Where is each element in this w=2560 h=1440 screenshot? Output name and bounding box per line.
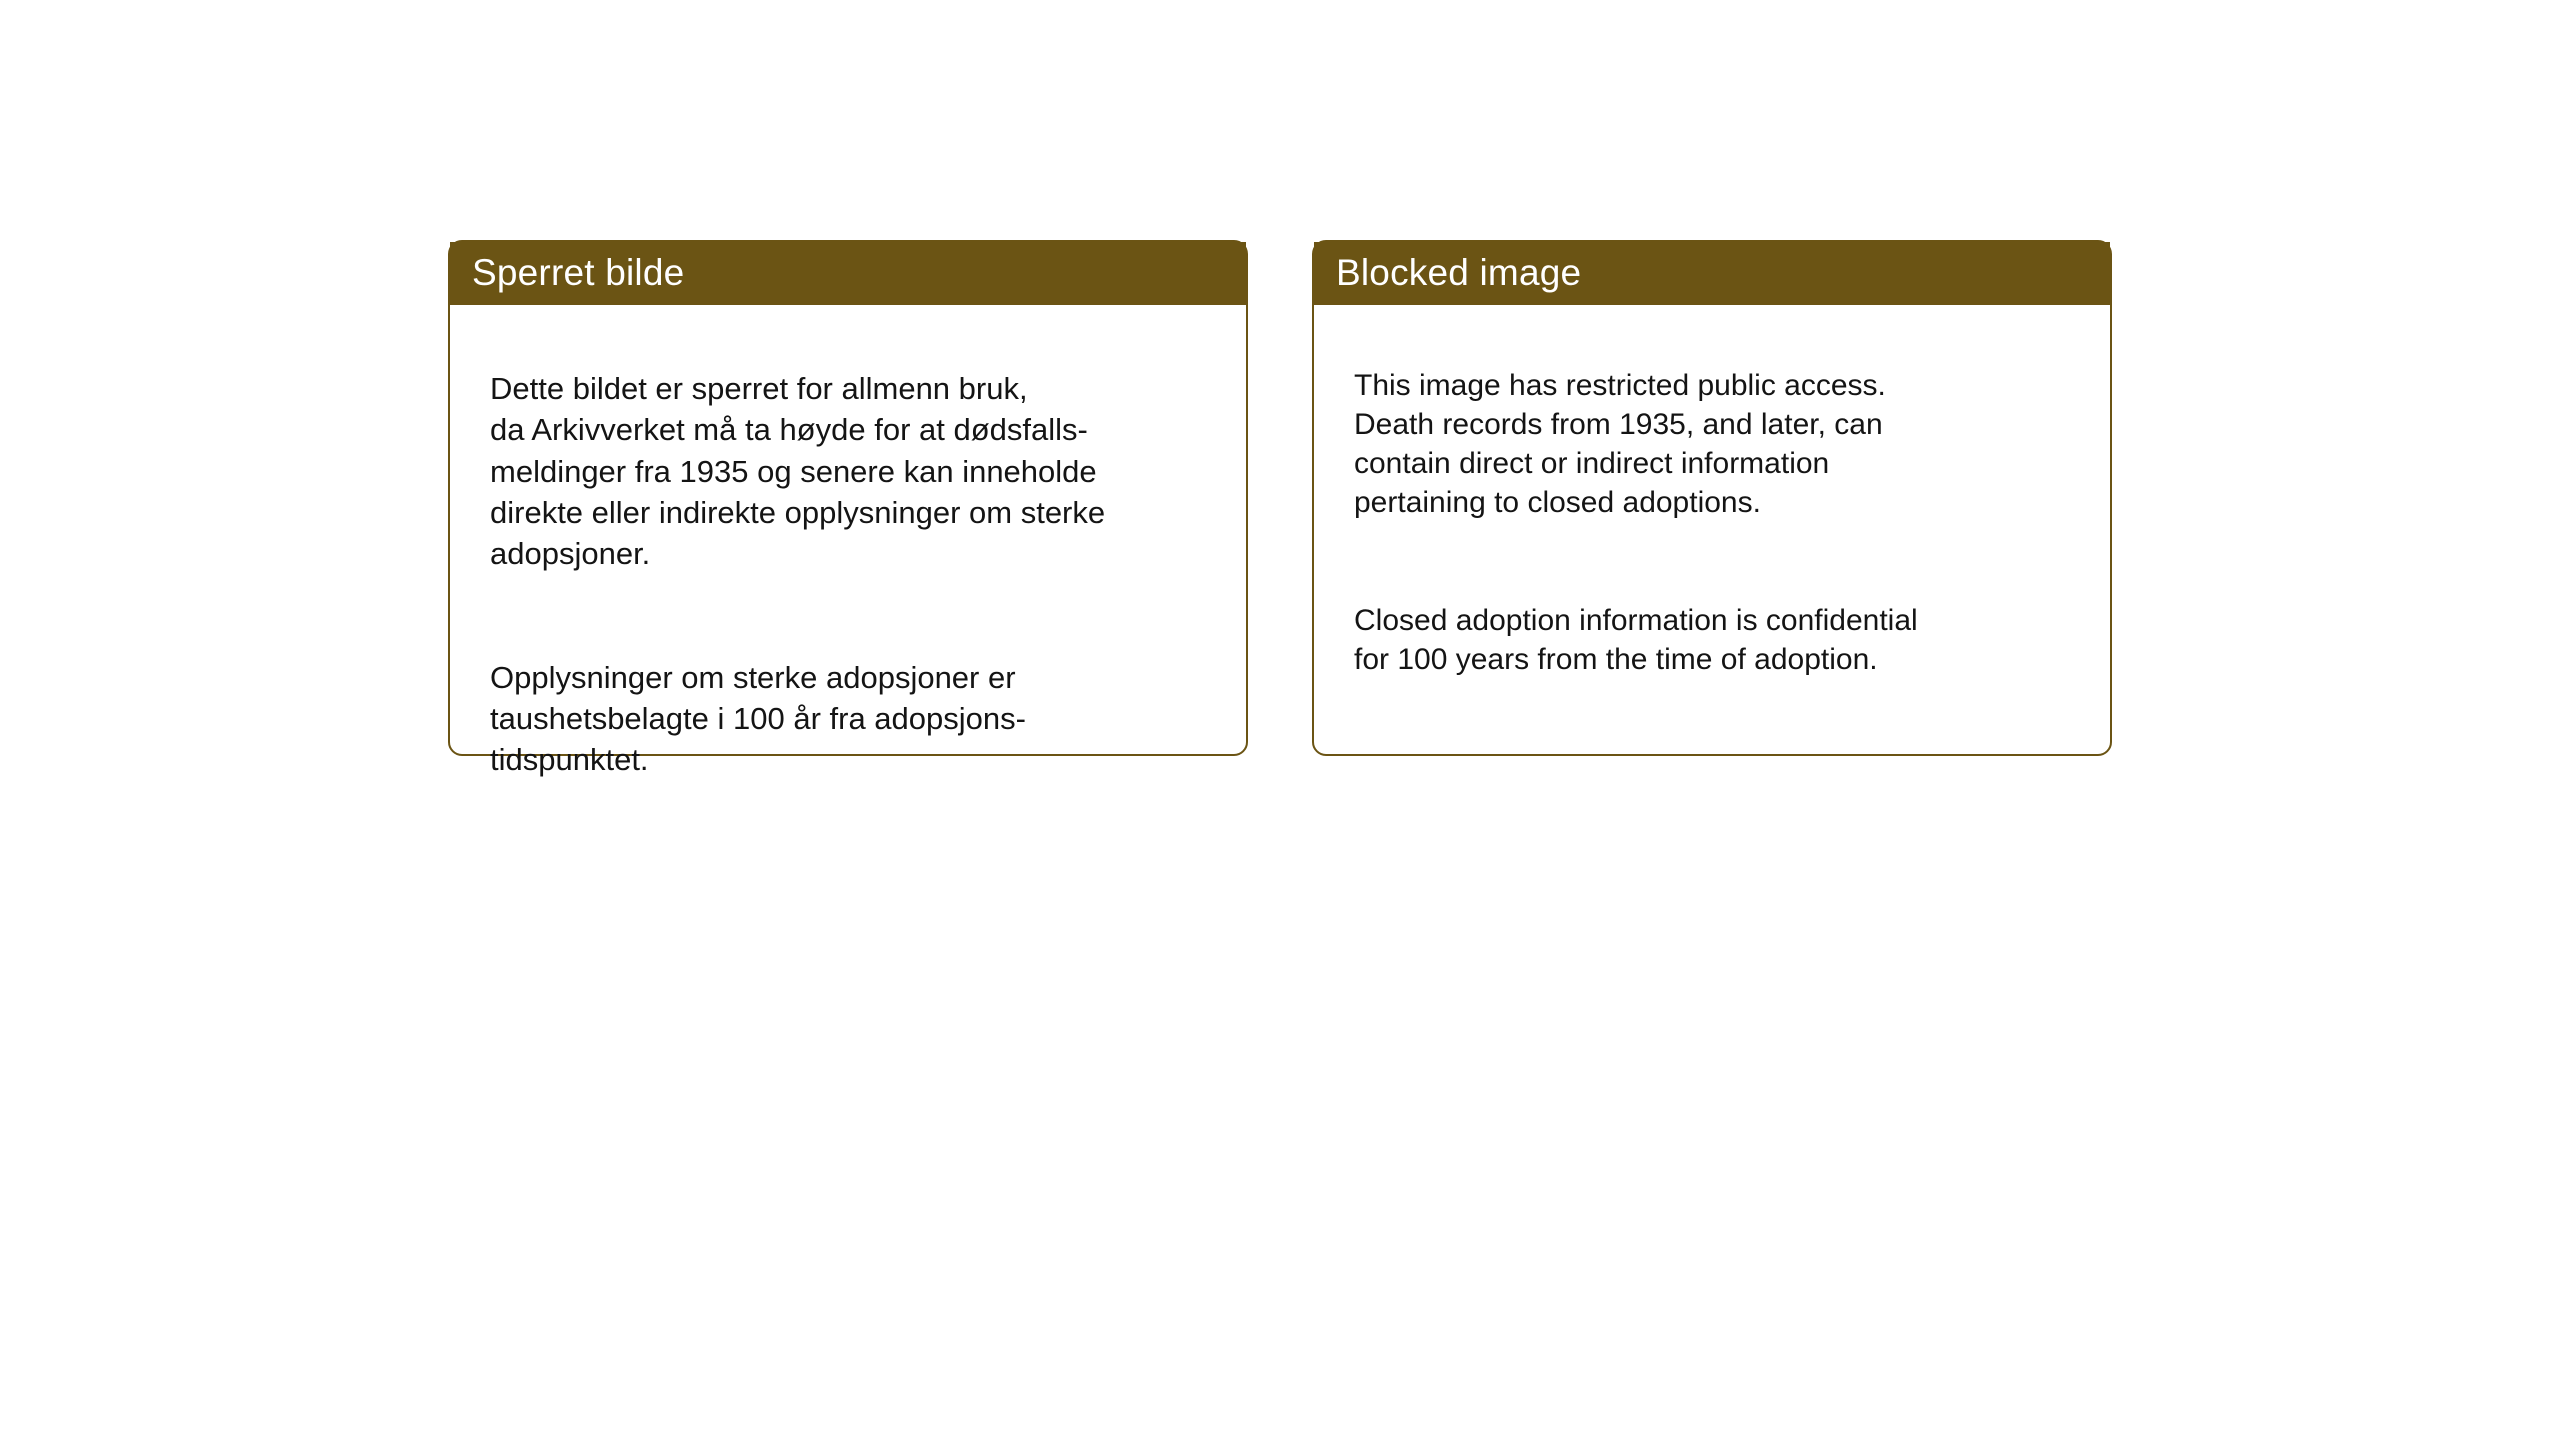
- panel-body-norwegian: [450, 305, 1246, 842]
- notice-paragraph: Opplysninger om sterke adopsjoner er taushetsbelagte i 100 år fra adopsjons- tidspunktet.: [490, 659, 1026, 778]
- blocked-image-notice-english: [1312, 240, 2112, 756]
- blocked-image-notice-norwegian: [448, 240, 1248, 778]
- notice-paragraph: This image has restricted public access. Death records from 1935, and later, can contain direct or indirect information pertaining to closed adoptions.: [1354, 369, 1886, 519]
- notice-paragraph: Dette bildet er sperret for allmenn bruk, da Arkivverket må ta høyde for at dødsfalls- meldinger fra 1935 og senere kan inneholde direkte eller indirekte opplysninger om sterke adopsjoner.: [490, 371, 1106, 572]
- notice-paragraph: Closed adoption information is confidential for 100 years from the time of adoption.: [1354, 603, 1918, 676]
- panel-title-norwegian: Sperret bilde: [450, 242, 1246, 305]
- panel-title-english: Blocked image: [1314, 242, 2110, 305]
- panel-body-english: [1314, 305, 2110, 738]
